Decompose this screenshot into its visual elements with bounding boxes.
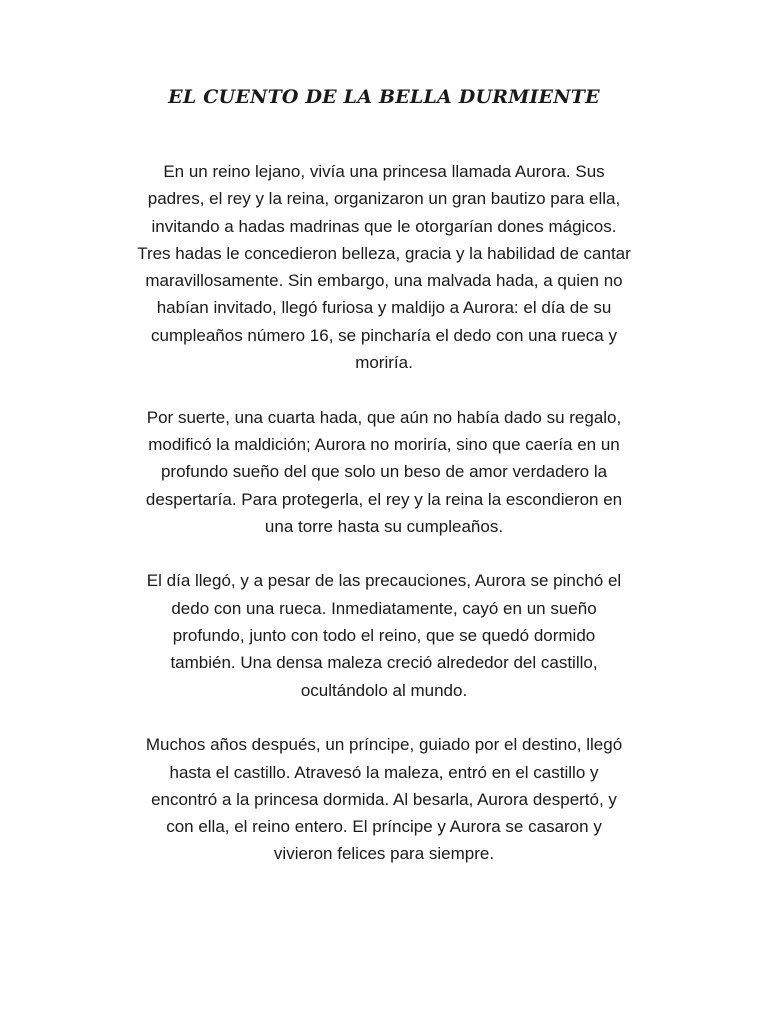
text-line: cumpleaños número 16, se pincharía el dedo con una rueca y bbox=[151, 325, 617, 345]
paragraph-4 bbox=[100, 731, 668, 867]
paragraph-3 bbox=[100, 567, 668, 703]
text-line: hasta el castillo. Atravesó la maleza, entró en el castillo y bbox=[169, 762, 599, 782]
text-line: también. Una densa maleza creció alrededor del castillo, bbox=[170, 653, 598, 673]
text-line: con ella, el reino entero. El príncipe y Aurora se casaron y bbox=[166, 817, 602, 837]
text-line: El día llegó, y a pesar de las precauciones, Aurora se pinchó el bbox=[146, 571, 622, 591]
text-line: padres, el rey y la reina, organizaron un gran bautizo para ella, bbox=[147, 189, 621, 209]
text-line: ocultándolo al mundo. bbox=[300, 680, 468, 700]
paragraph-1 bbox=[100, 158, 668, 376]
text-line: habían invitado, llegó furiosa y maldijo a Aurora: el día de su bbox=[156, 298, 612, 318]
text-line: moriría. bbox=[355, 353, 413, 373]
text-line: dedo con una rueca. Inmediatamente, cayó en un sueño bbox=[171, 598, 597, 618]
text-line: despertaría. Para protegerla, el rey y la reina la escondieron en bbox=[145, 489, 623, 509]
text-line: profundo, junto con todo el reino, que se quedó dormido bbox=[172, 626, 596, 646]
document-title: EL CUENTO DE LA BELLA DURMIENTE bbox=[168, 86, 600, 108]
text-line: En un reino lejano, vivía una princesa llamada Aurora. Sus bbox=[163, 162, 605, 181]
text-line: Por suerte, una cuarta hada, que aún no había dado su regalo, bbox=[146, 407, 622, 427]
text-line: vivieron felices para siempre. bbox=[273, 844, 495, 864]
text-line: una torre hasta su cumpleaños. bbox=[264, 516, 504, 536]
text-line: Muchos años después, un príncipe, guiado por el destino, llegó bbox=[145, 735, 623, 755]
text-line: maravillosamente. Sin embargo, una malvada hada, a quien no bbox=[145, 271, 623, 291]
document-body bbox=[100, 158, 668, 895]
text-line: Tres hadas le concedieron belleza, gracia y la habilidad de cantar bbox=[137, 243, 631, 263]
text-line: encontró a la princesa dormida. Al besarla, Aurora despertó, y bbox=[151, 789, 617, 809]
text-line: invitando a hadas madrinas que le otorgarían dones mágicos. bbox=[151, 216, 617, 236]
text-line: profundo sueño del que solo un beso de amor verdadero la bbox=[160, 462, 608, 482]
text-line: modificó la maldición; Aurora no moriría, sino que caería en un bbox=[148, 434, 620, 454]
paragraph-2 bbox=[100, 404, 668, 540]
